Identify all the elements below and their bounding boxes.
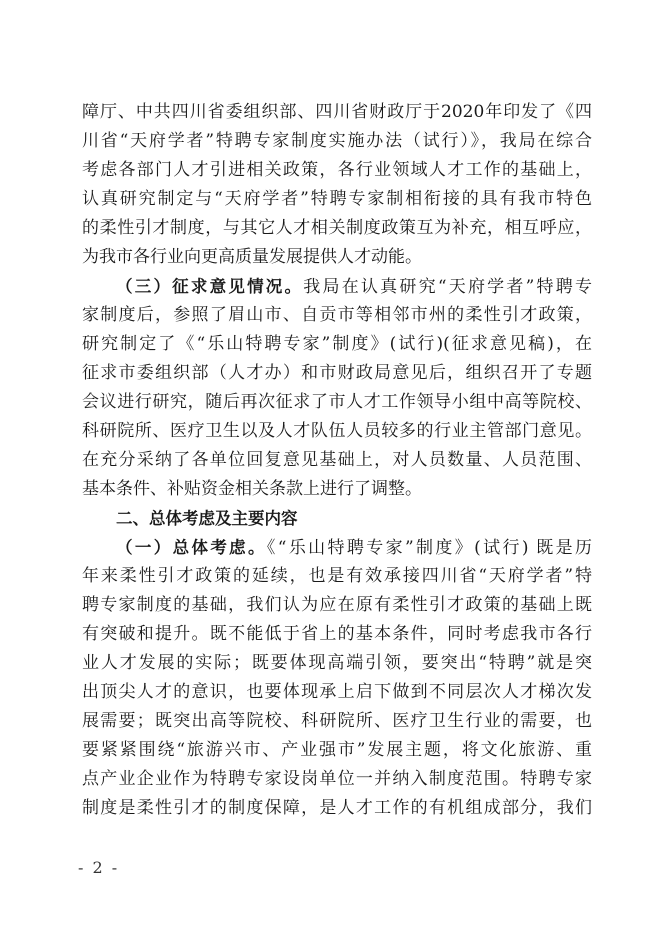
text-line: 制度是柔性引才的制度保障，是人才工作的有机组成部分，我们 — [82, 798, 592, 818]
text-line: 为我市各行业向更高质量发展提供人才动能。 — [82, 247, 422, 267]
text-line: 聘专家制度的基础，我们认为应在原有柔性引才政策的基础上既 — [82, 595, 592, 615]
text-line: 展需要；既突出高等院校、科研院所、医疗卫生行业的需要，也 — [82, 711, 592, 731]
text-line: 年来柔性引才政策的延续，也是有效承接四川省“天府学者”特 — [82, 566, 592, 586]
text-line: 会议进行研究，随后再次征求了市人才工作领导小组中高等院校、 — [82, 392, 592, 412]
section-1-heading-line — [82, 533, 592, 562]
page-number: - 2 - — [78, 858, 120, 877]
text-line: 点产业企业作为特聘专家设岗单位一并纳入制度范围。特聘专家 — [82, 769, 592, 789]
text-line: 障厅、中共四川省委组织部、四川省财政厅于2020年印发了《四 — [82, 102, 592, 122]
text-line: 的柔性引才制度，与其它人才相关制度政策互为补充，相互呼应， — [82, 218, 592, 238]
text-line: 研究制定了《“乐山特聘专家”制度》(试行)(征求意见稿)，在 — [82, 334, 592, 354]
text-line: 在充分采纳了各单位回复意见基础上，对人员数量、人员范围、 — [82, 450, 592, 470]
text-line: 考虑各部门人才引进相关政策，各行业领域人才工作的基础上， — [82, 160, 592, 180]
text-line: 出顶尖人才的意识，也要体现承上启下做到不同层次人才梯次发 — [82, 682, 592, 702]
text-line: 基本条件、补贴资金相关条款上进行了调整。 — [82, 479, 422, 499]
text-line: 征求市委组织部（人才办）和市财政局意见后，组织召开了专题 — [82, 363, 592, 383]
section-3-heading-line — [82, 272, 592, 301]
text-line: 家制度后，参照了眉山市、自贡市等相邻市州的柔性引才政策， — [82, 305, 592, 325]
chapter-2-heading: 二、总体考虑及主要内容 — [116, 509, 298, 528]
body-text — [82, 98, 592, 823]
section-3-heading: （三）征求意见情况。 — [116, 277, 304, 296]
text-line: 业人才发展的实际；既要体现高端引领，要突出“特聘”就是突 — [82, 653, 592, 673]
text-line: 有突破和提升。既不能低于省上的基本条件，同时考虑我市各行 — [82, 624, 592, 644]
text-span: 我局在认真研究“天府学者”特聘专 — [303, 277, 592, 297]
chapter-2-heading-line — [82, 504, 592, 533]
text-line: 要紧紧围绕“旅游兴市、产业强市”发展主题，将文化旅游、重 — [82, 740, 592, 760]
text-line: 认真研究制定与“天府学者”特聘专家制相衔接的具有我市特色 — [82, 189, 592, 209]
text-line: 科研院所、医疗卫生以及人才队伍人员较多的行业主管部门意见。 — [82, 421, 592, 441]
section-1-heading: （一）总体考虑。 — [116, 538, 267, 557]
text-span: 《“乐山特聘专家”制度》(试行) 既是历 — [266, 538, 592, 558]
text-line: 川省“天府学者”特聘专家制度实施办法（试行）》，我局在综合 — [82, 131, 592, 151]
